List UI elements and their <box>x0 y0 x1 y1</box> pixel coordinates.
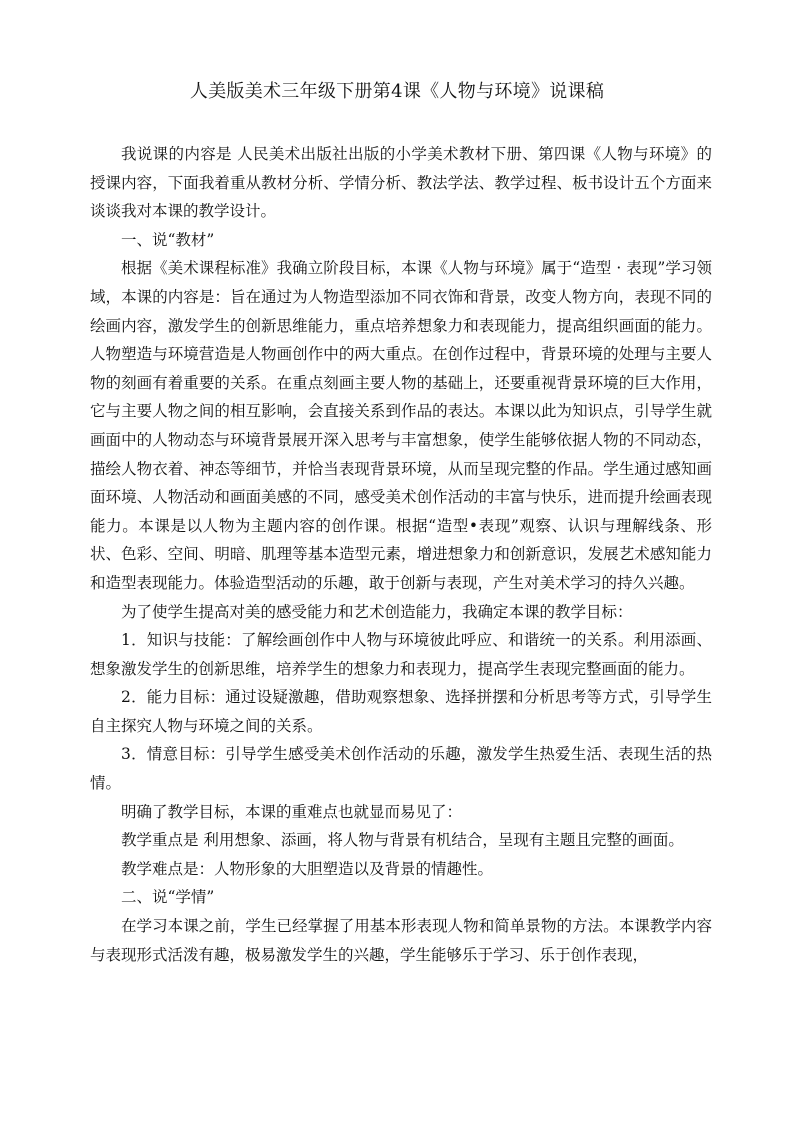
document-body <box>90 140 712 969</box>
paragraph-goals-intro: 为了使学生提高对美的感受能力和艺术创造能力，我确定本课的教学目标： <box>121 602 633 621</box>
paragraph-goal-ability: 2．能力目标：通过设疑激趣，借助观察想象、选择拼摆和分析思考等方式，引导学生自主探究人物与环境之间的关系。 <box>90 688 712 735</box>
paragraph-key-point: 教学重点是 利用想象、添画，将人物与背景有机结合，呈现有主题且完整的画面。 <box>121 831 684 850</box>
paragraph-students-analysis: 在学习本课之前，学生已经掌握了用基本形表现人物和简单景物的方法。本课教学内容与表现形式活泼有趣，极易激发学生的兴趣，学生能够乐于学习、乐于创作表现， <box>90 917 712 964</box>
paragraph-goal-knowledge: 1．知识与技能：了解绘画创作中人物与环境彼此呼应、和谐统一的关系。利用添画、想象激发学生的创新思维，培养学生的想象力和表现力，提高学生表现完整画面的能力。 <box>90 631 712 678</box>
section-heading-textbook: 一、说“教材” <box>121 230 215 249</box>
paragraph-goal-emotion: 3．情意目标：引导学生感受美术创作活动的乐趣，激发学生热爱生活、表现生活的热情。 <box>90 745 712 793</box>
section-heading-students: 二、说“学情” <box>121 888 215 907</box>
paragraph-intro: 我说课的内容是 人民美术出版社出版的小学美术教材下册、第四课《人物与环境》的授课内容，下面我着重从教材分析、学情分析、教法学法、教学过程、板书设计五个方面来谈谈我对本课的教学设计。 <box>90 145 712 221</box>
paragraph-textbook-analysis: 根据《美术课程标准》我确立阶段目标，本课《人物与环境》属于“造型 · 表现”学习领域，本课的内容是：旨在通过为人物造型添加不同衣饰和背景，改变人物方向，表现不同的绘画内容，激发学生的创新思维能力，重点培养想象力和表现能力，提高组织画面的能力。人物塑造与环境营造是人物画创作中的两大重点。在创作过程中，背景环境的处理与主要人物的刻画有着重要的关系。在重点刻画主要人物的基础上，还要重视背景环境的巨大作用，它与主要人物之间的相互影响，会直接关系到作品的表达。本课以此为知识点，引导学生就画面中的人物动态与环境背景展开深入思考与丰富想象，使学生能够依据人物的不同动态，描绘人物衣着、神态等细节，并恰当表现背景环境，从而呈现完整的作品。学生通过感知画面环境、人物活动和画面美感的不同，感受美术创作活动的丰富与快乐，进而提升绘画表现能力。本课是以人物为主题内容的创作课。根据“造型•表现”观察、认识与理解线条、形状、色彩、空间、明暗、肌理等基本造型元素，增进想象力和创新意识，发展艺术感知能力和造型表现能力。体验造型活动的乐趣，敢于创新与表现，产生对美术学习的持久兴趣。 <box>90 259 712 592</box>
paragraph-difficult-point: 教学难点是：人物形象的大胆塑造以及背景的情趣性。 <box>121 859 494 878</box>
document-title: 人美版美术三年级下册第4课《人物与环境》说课稿 <box>189 81 605 102</box>
paragraph-key-points-intro: 明确了教学目标，本课的重难点也就显而易见了： <box>121 802 463 821</box>
